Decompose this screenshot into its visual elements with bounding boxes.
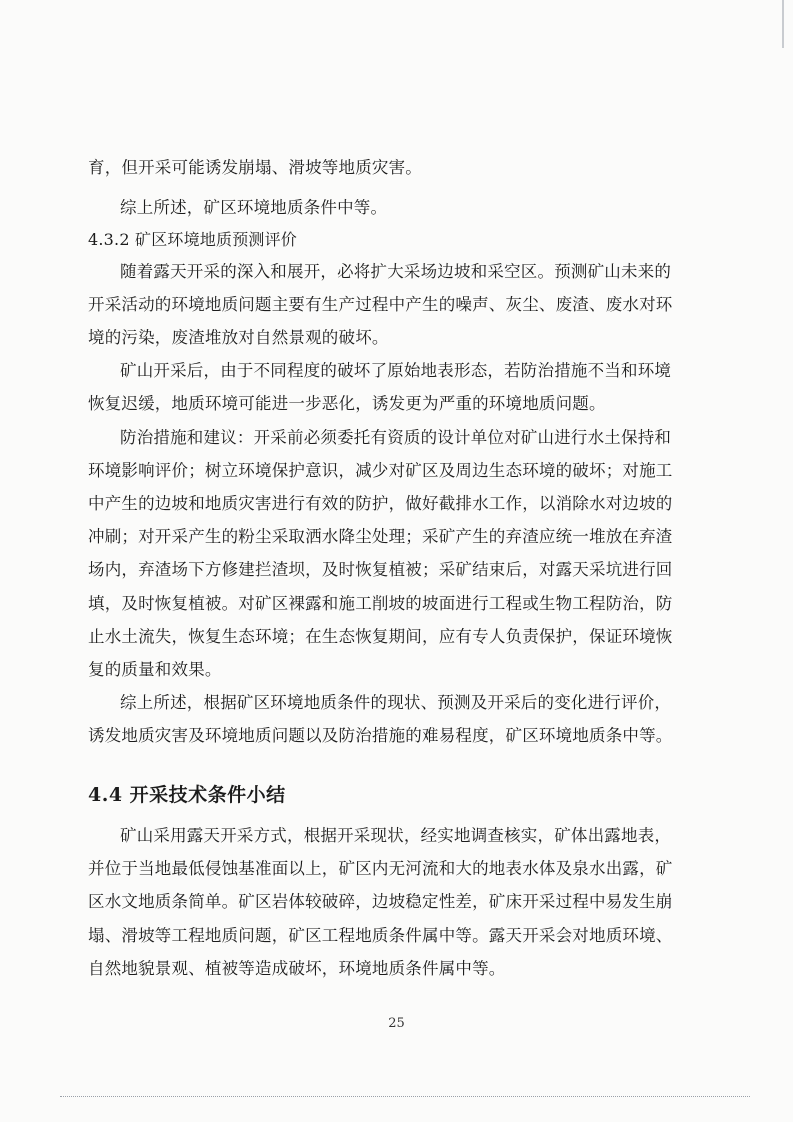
text-line: 恢复迟缓，地质环境可能进一步恶化，诱发更为严重的环境地质问题。 xyxy=(88,394,606,413)
text-line: 诱发地质灾害及环境地质问题以及防治措施的难易程度，矿区环境地质条中等。 xyxy=(88,726,673,745)
text-line: 环境影响评价；树立环境保护意识，减少对矿区及周边生态环境的破坏；对施工 xyxy=(88,461,673,480)
text-line: 场内，弃渣场下方修建拦渣坝，及时恢复植被；采矿结束后，对露天采坑进行回 xyxy=(88,560,673,579)
text-line: 矿山开采后，由于不同程度的破坏了原始地表形态，若防治措施不当和环境 xyxy=(120,361,672,380)
text-line: 综上所述，根据矿区环境地质条件的现状、预测及开采后的变化进行评价， xyxy=(120,693,672,712)
text-line: 复的质量和效果。 xyxy=(88,660,222,679)
text-line: 随着露天开采的深入和展开，必将扩大采场边坡和采空区。预测矿山未来的 xyxy=(120,262,672,281)
text-line: 中产生的边坡和地质灾害进行有效的防护，做好截排水工作，以消除水对边坡的 xyxy=(88,494,673,513)
text-line: 综上所述，矿区环境地质条件中等。 xyxy=(120,198,388,217)
scan-edge-mark xyxy=(782,0,784,48)
text-line: 育，但开采可能诱发崩塌、滑坡等地质灾害。 xyxy=(88,158,422,177)
text-line: 止水土流失，恢复生态环境；在生态恢复期间，应有专人负责保护，保证环境恢 xyxy=(88,627,673,646)
text-line: 塌、滑坡等工程地质问题，矿区工程地质条件属中等。露天开采会对地质环境、 xyxy=(88,926,673,945)
text-line: 自然地貌景观、植被等造成破坏，环境地质条件属中等。 xyxy=(88,959,506,978)
text-line: 境的污染，废渣堆放对自然景观的破坏。 xyxy=(88,328,389,347)
text-line: 区水文地质条简单。矿区岩体较破碎，边坡稳定性差，矿床开采过程中易发生崩 xyxy=(88,892,673,911)
footer-divider xyxy=(60,1096,750,1097)
section-heading-4-4: 4.4 开采技术条件小结 xyxy=(88,784,286,806)
text-line: 开采活动的环境地质问题主要有生产过程中产生的噪声、灰尘、废渣、废水对环 xyxy=(88,295,673,314)
section-heading-4-3-2: 4.3.2 矿区环境地质预测评价 xyxy=(88,230,297,249)
text-line: 防治措施和建议：开采前必须委托有资质的设计单位对矿山进行水土保持和 xyxy=(120,428,672,447)
text-line: 填，及时恢复植被。对矿区裸露和施工削坡的坡面进行工程或生物工程防治，防 xyxy=(88,594,673,613)
text-line: 冲刷；对开采产生的粉尘采取洒水降尘处理；采矿产生的弃渣应统一堆放在弃渣 xyxy=(88,527,673,546)
text-line: 矿山采用露天开采方式，根据开采现状，经实地调查核实，矿体出露地表， xyxy=(120,826,672,845)
page-number: 25 xyxy=(388,1016,405,1031)
text-line: 并位于当地最低侵蚀基准面以上，矿区内无河流和大的地表水体及泉水出露，矿 xyxy=(88,859,673,878)
